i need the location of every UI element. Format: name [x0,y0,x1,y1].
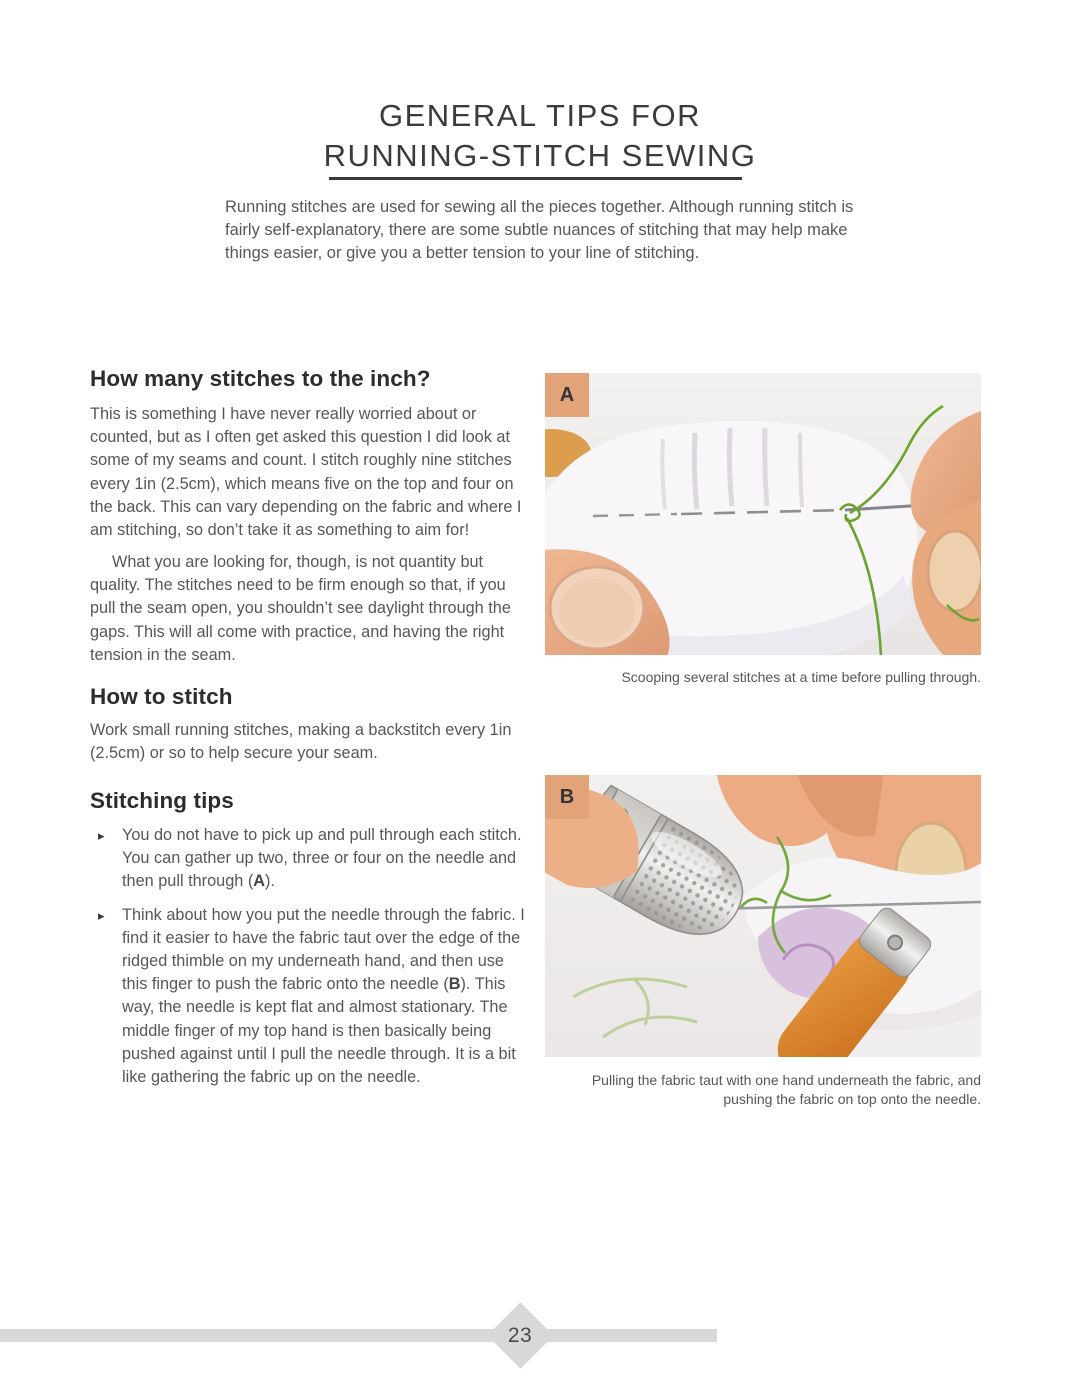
bullet-arrow-icon: ▸ [98,907,105,923]
list-item [96,824,532,894]
page-number: 23 [507,1324,533,1347]
bullet-arrow-icon: ▸ [98,828,105,843]
stitches-per-inch-para1: This is something I have never really worried about or counted, but as I often get asked this question I did look at some of my seams and count. I stitch roughly nine stitches every 1in (2.5cm), which means five on the top and four on the back. This can vary depending on the fabric and where I am stitching, so don’t take it as something to aim for! [90,405,522,540]
figure-ref-b: B [448,975,461,994]
title-underline [329,177,742,180]
page-title-line1: GENERAL TIPS FOR [378,98,701,133]
figure-b-label-badge: B [545,775,589,819]
intro-paragraph: Running stitches are used for sewing all the pieces together. Although running stitch is fairly self-explanatory, there are some subtle nuances of stitching that may help make things easier, or give you a better tension to your line of stitching. [225,198,854,262]
heading-how-to-stitch: How to stitch [90,684,233,709]
footer-rule [0,1329,717,1342]
page-title [0,96,1080,176]
list-item [96,904,532,1090]
heading-stitching-tips: Stitching tips [90,788,234,813]
stitches-per-inch-para2: What you are looking for, though, is not quantity but quality. The stitches need to be firm enough so that, if you pull the seam open, you shouldn’t see daylight through the gaps. This will all come with practice, and having the right tension in the seam. [90,553,511,664]
tip-text: You do not have to pick up and pull through each stitch. You can gather up two, three or four on the needle and then pull through ( [122,826,522,891]
how-to-stitch-para: Work small running stitches, making a backstitch every 1in (2.5cm) or so to help secure your seam. [90,721,512,763]
tip-text: Think about how you put the needle through the fabric. I find it easier to have the fabric taut over the edge of the ridged thimble on my underneath hand, and then use this finger to push the fabric onto the needle ( [122,905,525,994]
page-title-line2: RUNNING-STITCH SEWING [323,138,757,173]
stitching-tips-list [96,824,532,1099]
tip-text: ). [265,872,275,891]
tip-text: ). This way, the needle is kept flat and almost stationary. The middle finger of my top hand is then basically being pushed against until I pull the needle through. It is a bit like gathering the fabric up on the needle. [122,975,516,1087]
figure-b-photo [545,775,981,1057]
figure-a-illustration [545,373,981,655]
figure-ref-a: A [253,872,266,891]
figure-b-illustration [545,775,981,1057]
figure-a-photo [545,373,981,655]
heading-stitches-per-inch: How many stitches to the inch? [90,366,431,391]
figure-b-caption: Pulling the fabric taut with one hand underneath the fabric, and pushing the fabric on top onto the needle. [591,1072,981,1107]
figure-a-caption: Scooping several stitches at a time before pulling through. [621,669,981,685]
figure-a-label-badge: A [545,373,589,417]
